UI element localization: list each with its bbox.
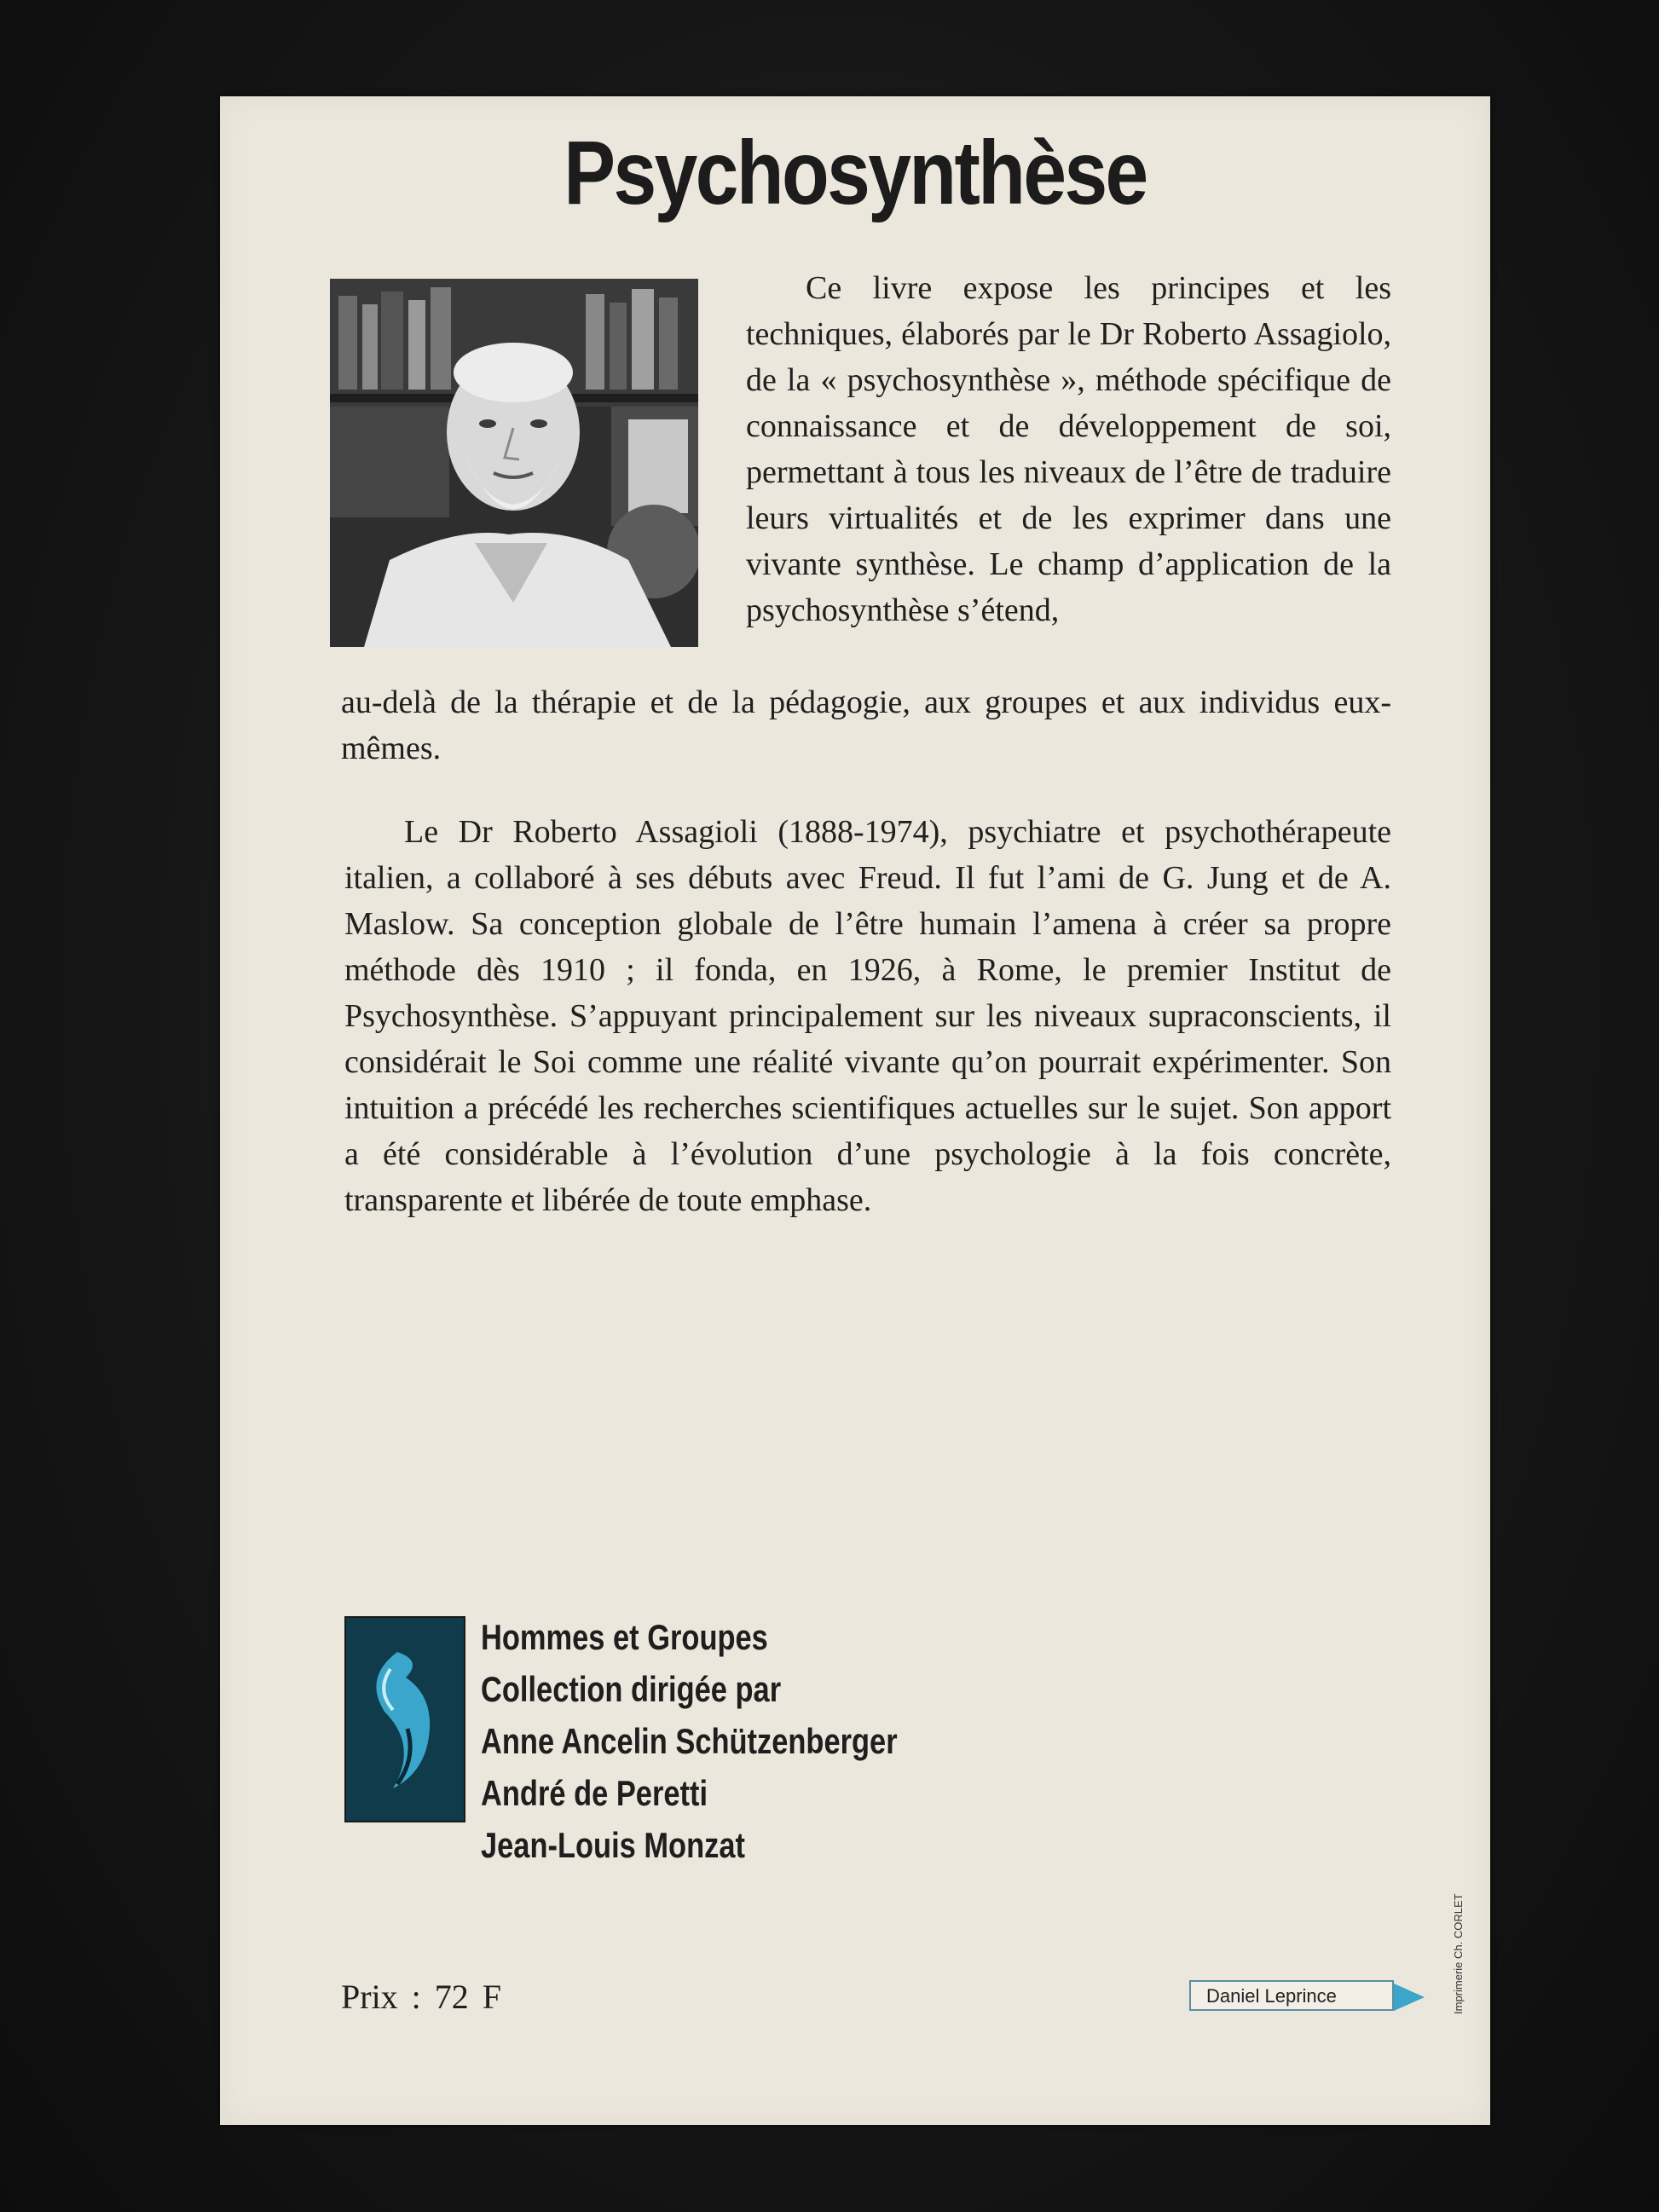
intro-paragraph-top: Ce livre expose les principes et les techniques, élaborés par le Dr Roberto Assagiolo, de la « psychosynthèse », méthode spécifique de connaissance et de développement de soi, permettant à tous les niveaux de l’être de traduire leurs virtualités et de les exprimer dans une vivante synthèse. Le champ d’application de la psychosynthèse s’étend, — [746, 270, 1391, 628]
author-biography-paragraph: Le Dr Roberto Assagioli (1888-1974), psychiatre et psychothérapeute italien, a collaboré à ses débuts avec Freud. Il fut l’ami de G. Jung et de A. Maslow. Sa conception globale de l’être humain l’amena à créer sa propre méthode dès 1910 ; il fonda, en 1926, à Rome, le premier Institut de Psychosynthèse. S’appuyant principalement sur les niveaux supraconscients, il considérait le Soi comme une réalité vivante qu’on pourrait expérimenter. Son intuition a précédé les recherches scientifiques actuelles sur le sujet. Son apport a été considérable à l’évolution d’une psychologie à la fois concrète, transparente et libérée de toute emphase. — [344, 814, 1391, 1218]
collection-text — [481, 1611, 970, 1871]
book-title: Psychosynthèse — [564, 123, 1147, 223]
publisher-name: Daniel Leprince — [1206, 1985, 1337, 2007]
price-label: Prix : 72 F — [341, 1978, 502, 2016]
collection-editor: Jean-Louis Monzat — [481, 1825, 745, 1865]
printer-credit: Imprimerie Ch. CORLET — [1452, 1893, 1465, 2014]
author-portrait-photo — [330, 279, 698, 647]
collection-editor: Anne Ancelin Schützenberger — [481, 1721, 898, 1761]
intro-paragraph-bottom: au-delà de la thérapie et de la pédagogie, aux groupes et aux individus eux-mêmes. — [341, 684, 1391, 766]
publisher-logo — [1189, 1980, 1394, 2011]
collection-directed-by: Collection dirigée par — [481, 1669, 782, 1709]
collection-editor: André de Peretti — [481, 1773, 708, 1813]
collection-name: Hommes et Groupes — [481, 1617, 768, 1657]
book-back-cover — [220, 96, 1490, 2125]
collection-logo-icon — [344, 1616, 465, 1822]
arrow-icon — [1394, 1984, 1425, 2011]
